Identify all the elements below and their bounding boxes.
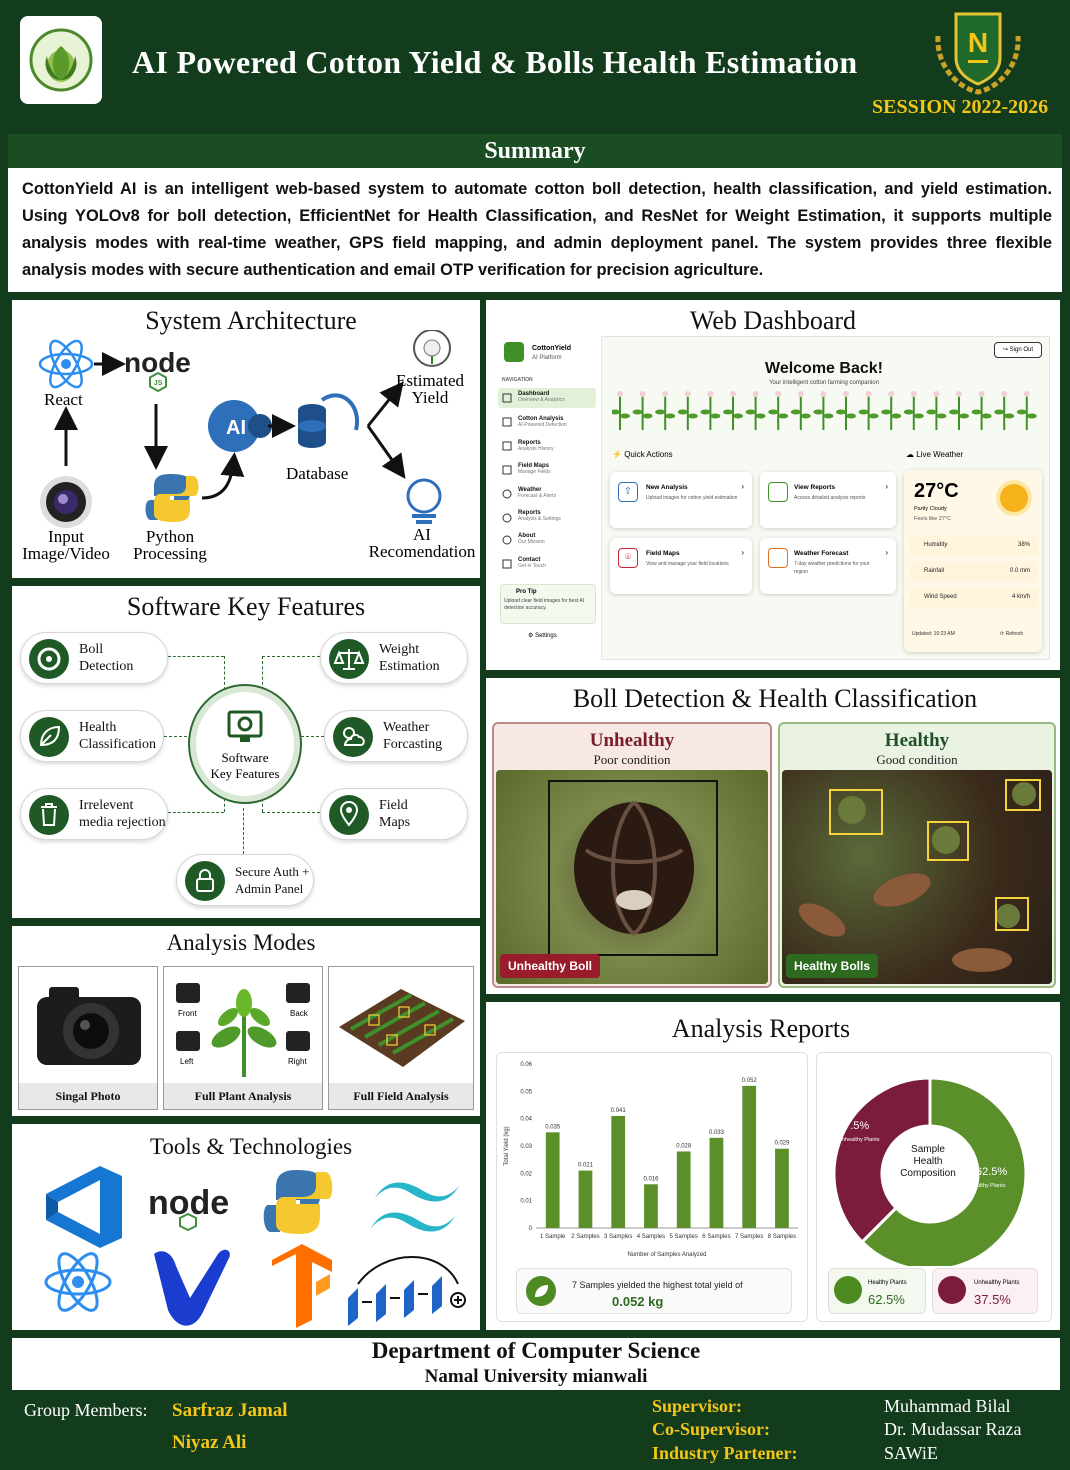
card-weather-forecast[interactable] — [760, 538, 896, 594]
cotton-flower — [933, 391, 939, 397]
tensorflow-icon — [272, 1244, 332, 1328]
cotton-flower — [640, 391, 646, 397]
cloud-sun-icon — [333, 717, 373, 757]
card-field-maps[interactable] — [610, 538, 752, 594]
y-tick-label: 0.01 — [520, 1198, 532, 1205]
nav-item-weather[interactable]: Weather Forecast & Alerts — [518, 487, 557, 499]
cotton-flower — [866, 391, 872, 397]
pie-healthy-pct: 62.5% — [976, 1166, 1008, 1178]
features-center-label: Software Key Features — [210, 750, 280, 781]
feels-like: Feels like 27°C — [914, 516, 952, 522]
healthy-tag: Healthy Bolls — [786, 954, 878, 978]
industry-partner-label: Industry Partener: — [652, 1443, 798, 1463]
cotton-flower — [820, 391, 826, 397]
monitor-gear-icon — [196, 706, 294, 756]
chevron-right-icon: › — [741, 548, 744, 557]
y-tick-label: 0.06 — [520, 1062, 532, 1068]
refresh-icon: ⟳ — [1000, 631, 1005, 637]
plant-leaf — [881, 410, 891, 415]
dashboard-logo-icon — [504, 342, 524, 362]
cotton-flower — [753, 391, 759, 397]
poster-title: AI Powered Cotton Yield & Bolls Health Estimation — [132, 44, 858, 80]
connector — [296, 736, 324, 737]
cotton-plant-icon — [414, 330, 450, 366]
live-weather-label: ☁ Live Weather — [906, 450, 964, 459]
pro-tip-text: Upload clear field images for best AI detection accuracy. — [504, 598, 585, 611]
y-axis-label: Total Yield (kg) — [504, 1126, 510, 1166]
plant-leaf — [846, 414, 856, 419]
feature-weight-estimation — [320, 632, 468, 684]
bar — [677, 1151, 691, 1228]
industry-partner-name: SAWiE — [884, 1443, 938, 1463]
plant-leaf — [823, 414, 833, 419]
feature-label: Health Classification — [79, 720, 156, 752]
weather-card — [904, 470, 1042, 652]
map-pin-icon: ⌾ — [618, 548, 638, 568]
unhealthy-title: Unhealthy — [589, 730, 675, 751]
chevron-right-icon: › — [885, 482, 888, 491]
session — [872, 96, 1048, 119]
python-label: Python Processing — [133, 527, 207, 563]
chevron-right-icon: › — [741, 482, 744, 491]
features-center-hub — [190, 686, 300, 802]
tools-grid — [12, 1156, 480, 1330]
view-back: Back — [290, 1009, 308, 1018]
sun-icon — [1000, 484, 1028, 512]
features-title: Software Key Features — [126, 592, 366, 621]
card-view-reports[interactable] — [760, 472, 896, 528]
leaf-icon — [834, 1276, 862, 1304]
sign-out-button[interactable]: ↪ Sign Out — [994, 342, 1042, 358]
session-years: 2022-2026 — [961, 96, 1049, 118]
upload-icon: ⇧ — [618, 482, 638, 502]
database-icon — [298, 395, 357, 448]
leaf-icon — [29, 717, 69, 757]
plant-leaf — [700, 410, 710, 415]
unhealthy-sub: Poor condition — [593, 752, 671, 767]
plant-leaf — [972, 410, 982, 415]
node-js-label: JS — [153, 380, 163, 387]
x-tick-label: 4 Samples — [636, 1234, 666, 1240]
weather-row-wind: Wind Speed 4 km/h — [910, 588, 1038, 608]
node-wordmark: node — [124, 347, 191, 378]
cotton-flower — [730, 391, 736, 397]
cotton-flower — [843, 391, 849, 397]
cotton-flower — [707, 391, 713, 397]
bar — [775, 1149, 789, 1228]
mode-single-photo — [18, 966, 158, 1110]
mode-full-plant — [163, 966, 323, 1110]
y-tick-label: 0.03 — [520, 1144, 532, 1150]
x-tick-label: 3 Samples — [604, 1234, 633, 1240]
nav-item-reports[interactable]: Reports Analysis History — [518, 440, 554, 452]
camera-icon — [19, 967, 159, 1085]
badge-letter: N — [967, 27, 989, 58]
unhealthy-summary-value: 37.5% — [974, 1292, 1011, 1307]
field-grid-icon — [329, 967, 475, 1085]
department-name: Department of Computer Science — [371, 1338, 701, 1363]
welcome-sub: Your intelligent cotton farming companion — [769, 380, 879, 386]
healthy-title: Healthy — [884, 730, 950, 751]
feature-boll-detection — [20, 632, 168, 684]
cloud-icon — [768, 548, 788, 568]
nav-item-contact[interactable]: Contact Get in Touch — [518, 557, 546, 569]
bar-note: 7 Samples yielded the highest total yield of — [572, 1280, 743, 1290]
plant-leaf — [665, 414, 675, 419]
tailwind-icon — [370, 1182, 460, 1231]
plant-leaf — [768, 410, 778, 415]
plant-leaf — [678, 410, 688, 415]
weather-row-humidity: Humidity 38% — [910, 536, 1038, 556]
x-axis-label: Number of Samples Analyzed — [627, 1252, 707, 1258]
cotton-flower — [888, 391, 894, 397]
x-tick-label: 7 Samples — [735, 1234, 764, 1240]
healthy-summary-value: 62.5% — [868, 1292, 905, 1307]
card-desc: Access detailed analysis reports — [794, 495, 866, 501]
plant-leaf — [746, 410, 756, 415]
vercel-like-icon — [154, 1250, 230, 1326]
bar-note-value: 0.052 kg — [612, 1294, 664, 1309]
cotton-plants-row — [612, 386, 1042, 432]
vscode-icon — [46, 1166, 122, 1248]
view-right: Right — [288, 1057, 307, 1066]
plant-leaf — [891, 414, 901, 419]
scale-icon — [329, 639, 369, 679]
cotton-flower — [662, 391, 668, 397]
card-title: Weather Forecast — [794, 550, 849, 557]
plant-leaf — [791, 410, 801, 415]
cotton-flower — [911, 391, 917, 397]
plant-icon — [938, 1276, 966, 1304]
estimated-yield-label: Estimated Yield — [396, 371, 464, 407]
cotton-flower — [617, 391, 623, 397]
session-label: SESSION — [872, 96, 957, 118]
summary-title: Summary — [484, 138, 586, 164]
bar-value-label: 0.041 — [610, 1107, 626, 1114]
settings-link[interactable]: ⚙ Settings — [528, 633, 557, 639]
plant-leaf — [982, 414, 992, 419]
card-new-analysis[interactable] — [610, 472, 752, 528]
camera-lens-icon — [40, 476, 92, 528]
connector — [262, 656, 320, 657]
feature-field-maps — [320, 788, 468, 840]
feature-label: Field Maps — [379, 798, 411, 830]
pie-unhealthy-name: Unhealthy Plants — [838, 1137, 880, 1143]
connector — [224, 656, 225, 690]
mode-full-field — [328, 966, 474, 1110]
y-tick-label: 0 — [528, 1226, 532, 1232]
feature-label: Irrelevent media rejection — [79, 798, 166, 830]
plant-leaf — [936, 414, 946, 419]
card-title: View Reports — [794, 484, 836, 491]
dashboard-brand: CottonYield — [532, 345, 572, 352]
connector — [168, 656, 224, 657]
bar-value-label: 0.029 — [774, 1140, 790, 1147]
plant-leaf — [914, 414, 924, 419]
plant-leaf — [756, 414, 766, 419]
cotton-icon — [29, 639, 69, 679]
plant-leaf — [926, 410, 936, 415]
cotton-flower — [798, 391, 804, 397]
member-1: Sarfraz Jamal — [172, 1400, 288, 1421]
members-label: Group Members: — [24, 1400, 148, 1420]
healthy-sub: Good condition — [876, 752, 958, 767]
card-desc: Upload images for cotton yield estimation — [646, 495, 738, 501]
quick-actions-label: ⚡ Quick Actions — [612, 450, 673, 459]
modes-title: Analysis Modes — [166, 930, 316, 955]
plant-leaf — [778, 414, 788, 419]
tools-title: Tools & Technologies — [149, 1134, 353, 1159]
nav-heading: NAVIGATION — [502, 377, 533, 383]
plant-leaf — [1017, 410, 1027, 415]
summary-text: CottonYield AI is an intelligent web-based system to automate cotton boll detection, health classification, and yield estimation. Using YOLOv8 for boll detection, EfficientNet for Health Classification, and ResNet for Weight Estimation, it supports multiple analysis modes with real-time weather, GPS field mapping, and admin deployment panel. The system provides three flexible analysis modes with secure authentication and email OTP verification for precision agriculture. — [22, 180, 1052, 279]
unhealthy-bbox — [548, 780, 718, 956]
mode-caption: Full Field Analysis — [329, 1083, 473, 1109]
cotton-boll-logo-icon — [20, 16, 102, 104]
architecture-title: System Architecture — [145, 306, 357, 335]
x-tick-label: 2 Samples — [571, 1234, 600, 1240]
bar-value-label: 0.035 — [545, 1124, 561, 1131]
plant-leaf — [643, 414, 653, 419]
feature-irrelevant-media-rejection — [20, 788, 168, 840]
weather-row-rainfall: Rainfall 0.0 mm — [910, 562, 1038, 582]
unhealthy-summary-label: Unhealthy Plants — [974, 1280, 1020, 1286]
ai-brain-icon — [408, 480, 440, 524]
plant-leaf — [688, 414, 698, 419]
nodejs-icon — [148, 1184, 229, 1230]
connector — [262, 812, 320, 813]
dashboard-brand-sub: AI Platform — [532, 355, 562, 361]
plant-leaf — [959, 414, 969, 419]
mode-caption: Singal Photo — [19, 1083, 157, 1109]
view-left: Left — [180, 1057, 194, 1066]
nav-item-reports-settings[interactable]: Reports Analysis & Settings — [518, 510, 561, 522]
refresh-button[interactable]: ⟳ Refresh — [1000, 631, 1024, 637]
resnet-icon — [348, 1257, 465, 1326]
cotton-logo — [20, 16, 102, 104]
python-icon — [264, 1170, 333, 1234]
nav-item-cotton-analysis[interactable]: Cotton Analysis AI-Powered Detection — [518, 416, 567, 428]
supervisor-label: Supervisor: — [652, 1396, 742, 1416]
bar-value-label: 0.021 — [577, 1162, 593, 1169]
feature-label: Weather Forcasting — [383, 720, 443, 752]
trash-icon — [29, 795, 69, 835]
feature-label: Boll Detection — [79, 642, 134, 674]
pro-tip-title: Pro Tip — [516, 589, 537, 595]
updated-time: Updated: 10:23 AM — [912, 631, 955, 637]
bar — [742, 1086, 756, 1228]
reports-title: Analysis Reports — [671, 1014, 851, 1043]
card-title: New Analysis — [646, 484, 688, 491]
plant-leaf — [1004, 414, 1014, 419]
bar — [546, 1132, 560, 1228]
gear-icon: ⚙ — [528, 633, 534, 639]
bar — [644, 1184, 658, 1228]
unhealthy-boll-image — [496, 770, 768, 984]
member-2: Niyaz Ali — [172, 1432, 247, 1453]
bar — [579, 1171, 593, 1228]
plant-leaf — [655, 410, 665, 415]
bolt-icon: ⚡ — [612, 450, 622, 459]
nav-item-dashboard[interactable]: Dashboard Overview & Analytics — [518, 391, 565, 403]
cotton-flower — [1001, 391, 1007, 397]
university-badge-icon — [928, 6, 1028, 96]
x-tick-label: 5 Samples — [669, 1234, 698, 1240]
input-label: Input Image/Video — [22, 527, 110, 563]
cotton-flower — [775, 391, 781, 397]
yield-bar-chart — [496, 1052, 808, 1262]
welcome-heading: Welcome Back! — [765, 360, 883, 377]
lock-icon — [185, 861, 225, 901]
connector — [168, 812, 224, 813]
cotton-flower — [979, 391, 985, 397]
cotton-flower — [956, 391, 962, 397]
nav-item-field-maps[interactable]: Field Maps Manage Fields — [518, 463, 551, 475]
chart-icon — [768, 482, 788, 502]
mode-caption: Full Plant Analysis — [164, 1083, 322, 1109]
plant-leaf — [904, 410, 914, 415]
pie-unhealthy-pct: 37.5% — [838, 1120, 870, 1132]
react-icon — [46, 1248, 110, 1315]
unhealthy-tag: Unhealthy Boll — [500, 954, 600, 978]
temperature: 27°C — [914, 480, 959, 502]
ai-head-icon — [208, 400, 272, 452]
bar — [611, 1116, 625, 1228]
chevron-right-icon: › — [885, 548, 888, 557]
y-tick-label: 0.02 — [520, 1171, 532, 1178]
plant-leaf — [723, 410, 733, 415]
plant-leaf — [620, 414, 630, 419]
card-title: Field Maps — [646, 550, 680, 557]
card-desc: 7-day weather predictions for your region — [794, 561, 870, 575]
healthy-bolls-image — [782, 770, 1052, 984]
view-front: Front — [178, 1009, 197, 1018]
plant-leaf — [813, 410, 823, 415]
plant-leaf — [733, 414, 743, 419]
feature-health-classification — [20, 710, 164, 762]
svg-text:node: node — [148, 1184, 230, 1222]
nav-icons — [500, 390, 516, 570]
connector — [262, 656, 263, 690]
co-supervisor-label: Co-Supervisor: — [652, 1419, 770, 1439]
feature-weather-forecasting — [324, 710, 468, 762]
cloud-icon: ☁ — [906, 450, 914, 459]
plant-leaf — [801, 414, 811, 419]
map-pin-icon — [329, 795, 369, 835]
university-name: Namal University mianwali — [424, 1366, 648, 1387]
react-icon — [40, 336, 92, 391]
plant-views-icon — [164, 967, 324, 1085]
connector — [164, 736, 192, 737]
plant-leaf — [710, 414, 720, 419]
cotton-flower — [685, 391, 691, 397]
detection-title: Boll Detection & Health Classification — [572, 684, 978, 713]
feature-label: Weight Estimation — [379, 642, 440, 674]
bar — [710, 1138, 724, 1228]
connector — [243, 808, 244, 854]
plant-leaf — [994, 410, 1004, 415]
bar-value-label: 0.028 — [676, 1143, 692, 1150]
x-tick-label: 8 Samples — [767, 1234, 797, 1240]
plant-leaf — [1027, 414, 1037, 419]
bar-value-label: 0.052 — [741, 1077, 757, 1084]
logout-icon: ↪ — [1002, 347, 1008, 353]
card-desc: View and manage your field locations — [646, 561, 729, 567]
ai-head-label: AI — [226, 417, 246, 439]
pie-center-label: Sample Health Composition — [900, 1144, 956, 1179]
plant-leaf — [869, 414, 879, 419]
supervisor-name: Muhammad Bilal — [884, 1396, 1011, 1416]
bar-value-label: 0.016 — [643, 1176, 659, 1183]
database-label: Database — [286, 464, 349, 483]
plant-leaf — [612, 410, 620, 415]
feature-label: Secure Auth + Admin Panel — [235, 864, 310, 896]
pie-healthy-name: Healthy Plants — [970, 1183, 1006, 1189]
leaf-icon — [526, 1276, 556, 1306]
x-tick-label: 6 Samples — [702, 1234, 731, 1240]
nav-item-about[interactable]: About Our Mission — [518, 533, 545, 545]
bar-value-label: 0.033 — [708, 1129, 724, 1136]
dashboard-title: Web Dashboard — [689, 306, 857, 335]
react-label: React — [44, 390, 83, 409]
feature-secure-auth — [176, 854, 314, 906]
y-tick-label: 0.05 — [520, 1089, 532, 1096]
plant-leaf — [859, 410, 869, 415]
plant-leaf — [949, 410, 959, 415]
x-tick-label: 1 Sample — [540, 1234, 566, 1240]
condition: Partly Cloudy — [914, 506, 947, 512]
python-icon — [146, 474, 199, 522]
plant-leaf — [633, 410, 643, 415]
cotton-flower — [1024, 391, 1030, 397]
plant-leaf — [836, 410, 846, 415]
co-supervisor-name: Dr. Mudassar Raza — [884, 1419, 1022, 1439]
healthy-summary-label: Healthy Plants — [868, 1280, 907, 1286]
y-tick-label: 0.04 — [520, 1116, 532, 1123]
ai-recommendation-label: AI Recomendation — [368, 525, 476, 561]
